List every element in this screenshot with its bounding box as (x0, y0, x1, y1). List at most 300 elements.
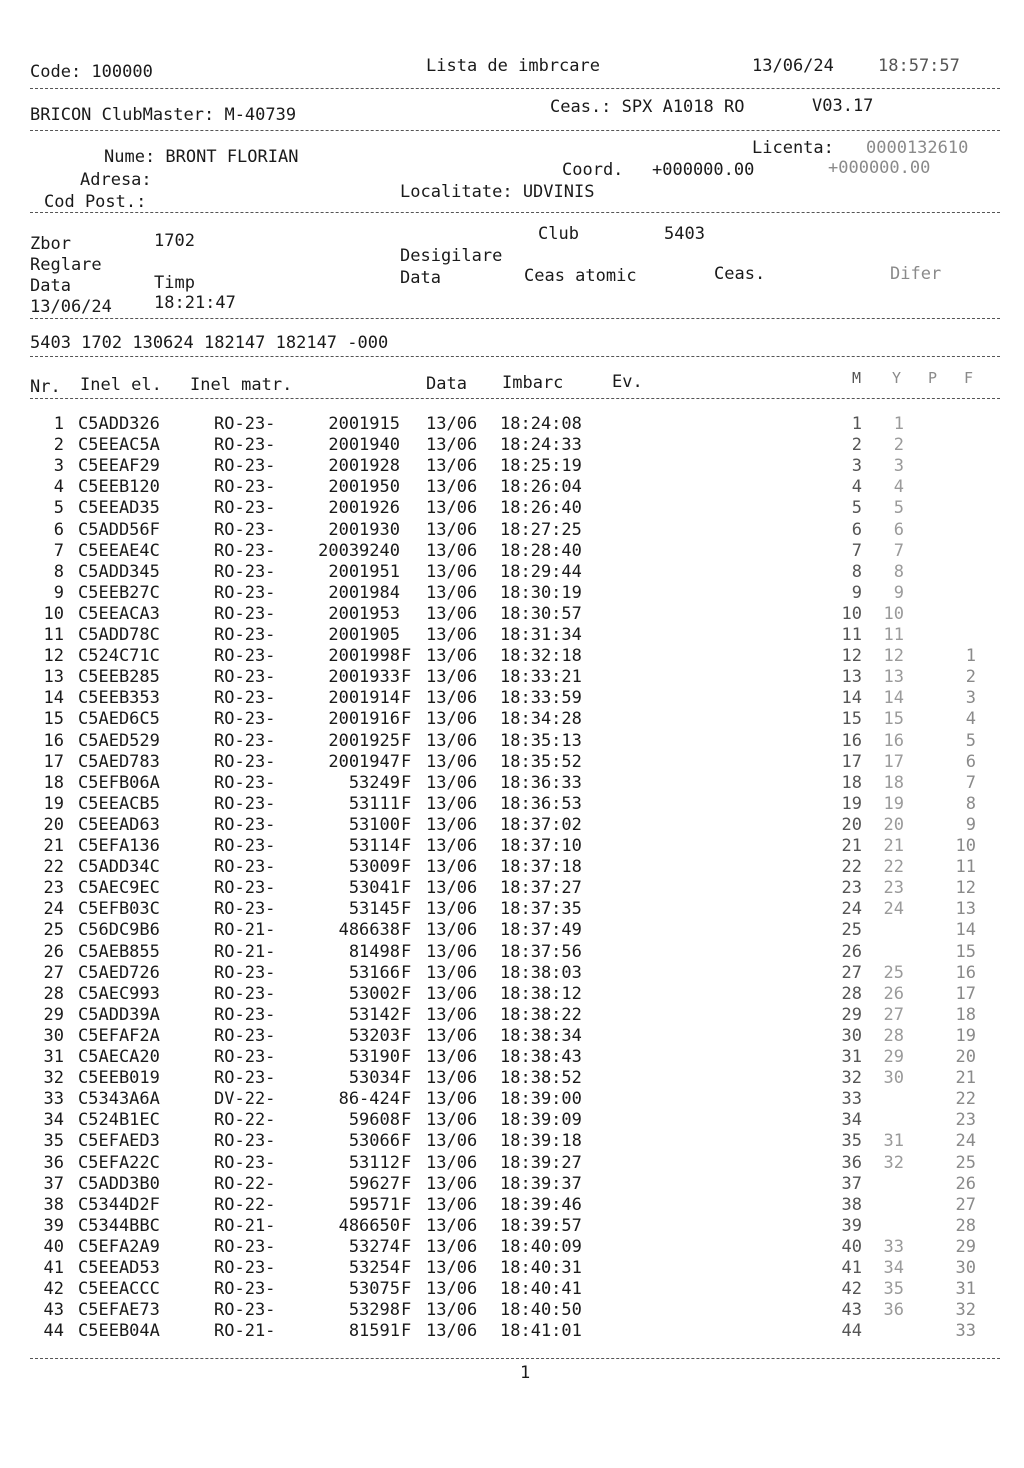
m-rank: 44 (841, 1321, 862, 1342)
m-rank: 42 (841, 1279, 862, 1300)
electronic-ring: C5EEB120 (78, 477, 160, 498)
f-rank: 20 (955, 1047, 976, 1067)
f-rank: 5 (965, 730, 976, 751)
ring-number: 2001947 (328, 751, 400, 772)
y-rank: 3 (893, 456, 904, 477)
arrival-time: 18:24:33 (500, 435, 582, 456)
arrival-date: 13/06 (426, 667, 478, 688)
f-rank: 25 (955, 1152, 976, 1173)
table-row (0, 731, 1024, 752)
flag-marker: F (401, 814, 412, 835)
arrival-date: 13/06 (426, 1004, 478, 1025)
ring-prefix: RO-23- (214, 688, 276, 709)
f-rank: 17 (955, 983, 976, 1004)
arrival-date: 13/06 (426, 751, 478, 772)
y-rank: 8 (893, 561, 904, 582)
row-number: 40 (43, 1236, 64, 1257)
electronic-ring: C5ADD326 (78, 414, 160, 434)
ring-prefix: RO-23- (214, 1279, 276, 1300)
ring-prefix: RO-23- (214, 1300, 276, 1321)
print-time: 18:57:57 (878, 56, 960, 76)
m-rank: 43 (841, 1300, 862, 1321)
electronic-ring: C524C71C (78, 646, 160, 667)
flag-marker: F (401, 941, 412, 962)
arrival-date: 13/06 (426, 1068, 478, 1089)
arrival-date: 13/06 (426, 498, 478, 519)
m-rank: 24 (841, 899, 862, 920)
m-rank: 11 (841, 625, 862, 645)
electronic-ring: C5EEAD63 (78, 814, 160, 835)
col-p: P (928, 369, 938, 387)
table-row (0, 752, 1024, 773)
electronic-ring: C5EFB06A (78, 772, 160, 793)
y-rank: 2 (893, 435, 904, 456)
divider (30, 130, 1000, 131)
flag-marker: F (401, 1321, 412, 1342)
y-rank: 23 (883, 878, 904, 899)
arrival-date: 13/06 (426, 456, 478, 477)
electronic-ring: C5EEACB5 (78, 793, 160, 814)
electronic-ring: C5ADD39A (78, 1004, 160, 1025)
arrival-date: 13/06 (426, 1258, 478, 1278)
ring-prefix: RO-23- (214, 519, 276, 540)
arrival-date: 13/06 (426, 477, 478, 498)
table-row (0, 815, 1024, 836)
row-number: 42 (43, 1279, 64, 1300)
flag-marker: F (401, 793, 412, 814)
ring-number: 59608 (348, 1110, 400, 1131)
electronic-ring: C5AEC9EC (78, 878, 160, 899)
y-rank: 18 (883, 772, 904, 793)
col-date: Data (426, 374, 467, 394)
row-number: 3 (53, 456, 64, 477)
y-rank: 11 (883, 625, 904, 645)
m-rank: 41 (841, 1258, 862, 1278)
flag-marker: F (401, 1300, 412, 1321)
arrival-date: 13/06 (426, 836, 478, 856)
ring-number: 53142 (348, 1004, 400, 1025)
f-rank: 6 (965, 751, 976, 772)
row-number: 39 (43, 1215, 64, 1236)
ring-prefix: RO-22- (214, 1110, 276, 1131)
arrival-date: 13/06 (426, 1152, 478, 1173)
clock-col-label: Ceas. (714, 264, 766, 284)
arrival-date: 13/06 (426, 1300, 478, 1321)
electronic-ring: C5AED726 (78, 962, 160, 983)
table-row (0, 646, 1024, 667)
ring-prefix: RO-21- (214, 941, 276, 962)
arrival-time: 18:37:49 (500, 920, 582, 941)
table-row (0, 1068, 1024, 1089)
col-ring-number: Inel matr. (190, 375, 293, 395)
m-rank: 16 (841, 730, 862, 751)
ring-prefix: RO-23- (214, 582, 276, 603)
m-rank: 6 (851, 519, 862, 540)
version-label: V03.17 (812, 96, 874, 116)
ring-prefix: RO-23- (214, 667, 276, 688)
electronic-ring: C5ADD34C (78, 857, 160, 878)
m-rank: 13 (841, 667, 862, 688)
y-rank: 7 (893, 540, 904, 561)
y-rank: 31 (883, 1131, 904, 1152)
flag-marker: F (401, 1004, 412, 1025)
arrival-date: 13/06 (426, 730, 478, 751)
ring-prefix: RO-23- (214, 962, 276, 983)
ring-number: 53166 (348, 962, 400, 983)
table-row (0, 1237, 1024, 1258)
y-rank: 13 (883, 667, 904, 688)
flag-marker: F (401, 1110, 412, 1131)
ring-number: 53034 (348, 1068, 400, 1089)
y-rank: 9 (893, 582, 904, 603)
f-rank: 13 (955, 899, 976, 920)
setting-date: 13/06/24 (30, 297, 112, 317)
row-number: 19 (43, 793, 64, 814)
arrival-date: 13/06 (426, 1047, 478, 1067)
ring-prefix: RO-23- (214, 814, 276, 835)
row-number: 31 (43, 1047, 64, 1067)
flag-marker: F (401, 1173, 412, 1194)
table-row (0, 1195, 1024, 1216)
divider (30, 88, 1000, 89)
table-row (0, 1174, 1024, 1195)
row-number: 27 (43, 962, 64, 983)
electronic-ring: C5EEB019 (78, 1068, 160, 1089)
arrival-time: 18:39:00 (500, 1089, 582, 1110)
coord-label: Coord. (562, 160, 624, 180)
document-title: Lista de imbrcare (426, 56, 600, 76)
clock-code-line: 5403 1702 130624 182147 182147 -000 (30, 333, 389, 353)
ring-number: 2001953 (328, 603, 400, 624)
row-number: 43 (43, 1300, 64, 1321)
ring-prefix: RO-23- (214, 836, 276, 856)
ring-prefix: RO-23- (214, 1025, 276, 1046)
row-number: 21 (43, 836, 64, 856)
f-rank: 10 (955, 836, 976, 856)
arrival-time: 18:26:40 (500, 498, 582, 519)
flag-marker: F (401, 1194, 412, 1215)
ring-number: 53114 (348, 836, 400, 856)
m-rank: 14 (841, 688, 862, 709)
table-row (0, 562, 1024, 583)
f-rank: 30 (955, 1258, 976, 1278)
ring-number: 2001951 (328, 561, 400, 582)
ring-number: 53111 (348, 793, 400, 814)
arrival-date: 13/06 (426, 582, 478, 603)
page-number: 1 (520, 1363, 531, 1383)
arrival-date: 13/06 (426, 941, 478, 962)
row-number: 44 (43, 1321, 64, 1342)
arrival-time: 18:39:27 (500, 1152, 582, 1173)
arrival-time: 18:38:12 (500, 983, 582, 1004)
electronic-ring: C5AECA20 (78, 1047, 160, 1067)
flag-marker: F (401, 1089, 412, 1110)
arrival-time: 18:24:08 (500, 414, 582, 434)
col-ring-electronic: Inel el. (80, 375, 162, 395)
electronic-ring: C5EEACCC (78, 1279, 160, 1300)
row-number: 17 (43, 751, 64, 772)
ring-number: 2001914 (328, 688, 400, 709)
y-rank: 16 (883, 730, 904, 751)
m-rank: 26 (841, 941, 862, 962)
arrival-time: 18:33:59 (500, 688, 582, 709)
row-number: 14 (43, 688, 64, 709)
ring-number: 53075 (348, 1279, 400, 1300)
flight-value: 1702 (154, 231, 195, 251)
m-rank: 39 (841, 1215, 862, 1236)
m-rank: 29 (841, 1004, 862, 1025)
arrival-time: 18:38:22 (500, 1004, 582, 1025)
ring-number: 81591 (348, 1321, 400, 1342)
ring-number: 53254 (348, 1258, 400, 1278)
flag-marker: F (401, 920, 412, 941)
table-row (0, 604, 1024, 625)
table-row (0, 984, 1024, 1005)
y-rank: 1 (893, 414, 904, 434)
f-rank: 12 (955, 878, 976, 899)
row-number: 18 (43, 772, 64, 793)
arrival-time: 18:25:19 (500, 456, 582, 477)
row-number: 13 (43, 667, 64, 688)
ring-prefix: RO-23- (214, 603, 276, 624)
ring-number: 53249 (348, 772, 400, 793)
table-row (0, 963, 1024, 984)
flag-marker: F (401, 1152, 412, 1173)
ring-prefix: RO-23- (214, 857, 276, 878)
m-rank: 3 (851, 456, 862, 477)
time-label: Timp (154, 273, 195, 293)
m-rank: 18 (841, 772, 862, 793)
ring-number: 2001925 (328, 730, 400, 751)
flag-marker: F (401, 1236, 412, 1257)
row-number: 37 (43, 1173, 64, 1194)
table-row (0, 477, 1024, 498)
ring-prefix: RO-22- (214, 1173, 276, 1194)
arrival-date: 13/06 (426, 857, 478, 878)
arrival-date: 13/06 (426, 519, 478, 540)
ring-prefix: RO-23- (214, 414, 276, 434)
ring-number: 53190 (348, 1047, 400, 1067)
m-rank: 35 (841, 1131, 862, 1152)
arrival-time: 18:27:25 (500, 519, 582, 540)
arrival-time: 18:36:53 (500, 793, 582, 814)
table-row (0, 498, 1024, 519)
date-label: Data (30, 276, 71, 296)
row-number: 8 (53, 561, 64, 582)
ring-prefix: RO-21- (214, 920, 276, 941)
club-value: 5403 (664, 224, 705, 244)
arrival-time: 18:33:21 (500, 667, 582, 688)
flag-marker: F (401, 1279, 412, 1300)
arrival-time: 18:39:18 (500, 1131, 582, 1152)
ring-number: 53112 (348, 1152, 400, 1173)
ring-number: 53002 (348, 983, 400, 1004)
flag-marker: F (401, 688, 412, 709)
ring-prefix: RO-22- (214, 1194, 276, 1215)
arrival-date: 13/06 (426, 625, 478, 645)
f-rank: 1 (965, 646, 976, 667)
ring-prefix: RO-23- (214, 1152, 276, 1173)
electronic-ring: C524B1EC (78, 1110, 160, 1131)
arrival-time: 18:40:31 (500, 1258, 582, 1278)
electronic-ring: C5EEAC5A (78, 435, 160, 456)
col-event: Ev. (612, 372, 643, 392)
flag-marker: F (401, 709, 412, 730)
col-f: F (964, 369, 974, 387)
arrival-date: 13/06 (426, 793, 478, 814)
table-row (0, 435, 1024, 456)
m-rank: 8 (851, 561, 862, 582)
arrival-time: 18:40:41 (500, 1279, 582, 1300)
ring-prefix: RO-23- (214, 477, 276, 498)
table-row (0, 1321, 1024, 1342)
ring-prefix: RO-23- (214, 435, 276, 456)
row-number: 11 (43, 625, 64, 645)
ring-number: 2001950 (328, 477, 400, 498)
m-rank: 22 (841, 857, 862, 878)
arrival-date: 13/06 (426, 1025, 478, 1046)
arrival-date: 13/06 (426, 1215, 478, 1236)
divider (30, 398, 1000, 399)
electronic-ring: C5EFA22C (78, 1152, 160, 1173)
f-rank: 23 (955, 1110, 976, 1131)
flag-marker: F (401, 878, 412, 899)
f-rank: 4 (965, 709, 976, 730)
row-number: 28 (43, 983, 64, 1004)
table-row (0, 773, 1024, 794)
arrival-time: 18:29:44 (500, 561, 582, 582)
m-rank: 33 (841, 1089, 862, 1110)
electronic-ring: C56DC9B6 (78, 920, 160, 941)
arrival-date: 13/06 (426, 1131, 478, 1152)
m-rank: 28 (841, 983, 862, 1004)
arrival-date: 13/06 (426, 435, 478, 456)
ring-number: 59571 (348, 1194, 400, 1215)
table-row (0, 1047, 1024, 1068)
electronic-ring: C5AEB855 (78, 941, 160, 962)
table-row (0, 794, 1024, 815)
coord-y: +000000.00 (828, 158, 931, 178)
coord-x: +000000.00 (652, 160, 755, 180)
electronic-ring: C5EEB353 (78, 688, 160, 709)
table-row (0, 1005, 1024, 1026)
electronic-ring: C5EEACA3 (78, 603, 160, 624)
m-rank: 34 (841, 1110, 862, 1131)
flag-marker: F (401, 1068, 412, 1089)
m-rank: 7 (851, 540, 862, 561)
arrival-date: 13/06 (426, 1321, 478, 1342)
f-rank: 28 (955, 1215, 976, 1236)
unsealing-label: Desigilare (400, 246, 503, 266)
y-rank: 20 (883, 814, 904, 835)
electronic-ring: C5AED529 (78, 730, 160, 751)
arrival-time: 18:30:19 (500, 582, 582, 603)
table-row (0, 709, 1024, 730)
row-number: 41 (43, 1258, 64, 1278)
arrival-time: 18:37:10 (500, 836, 582, 856)
f-rank: 16 (955, 962, 976, 983)
f-rank: 27 (955, 1194, 976, 1215)
row-number: 10 (43, 603, 64, 624)
arrival-date: 13/06 (426, 709, 478, 730)
ring-number: 20039240 (318, 540, 400, 561)
arrival-time: 18:35:13 (500, 730, 582, 751)
y-rank: 21 (883, 836, 904, 856)
flag-marker: F (401, 836, 412, 856)
arrival-date: 13/06 (426, 1089, 478, 1110)
flag-marker: F (401, 1258, 412, 1278)
m-rank: 27 (841, 962, 862, 983)
table-row (0, 857, 1024, 878)
f-rank: 15 (955, 941, 976, 962)
f-rank: 18 (955, 1004, 976, 1025)
address-label: Adresa: (80, 170, 152, 190)
arrival-time: 18:31:34 (500, 625, 582, 645)
ring-prefix: RO-23- (214, 1068, 276, 1089)
table-row (0, 1300, 1024, 1321)
code-label: Code: 100000 (30, 62, 153, 82)
y-rank: 36 (883, 1300, 904, 1321)
licenta-label: Licenta: (752, 138, 834, 158)
ring-prefix: RO-23- (214, 1004, 276, 1025)
m-rank: 23 (841, 878, 862, 899)
ring-prefix: RO-23- (214, 561, 276, 582)
arrival-time: 18:38:34 (500, 1025, 582, 1046)
ring-number: 53009 (348, 857, 400, 878)
ring-number: 2001933 (328, 667, 400, 688)
f-rank: 33 (955, 1321, 976, 1342)
y-rank: 24 (883, 899, 904, 920)
table-row (0, 1216, 1024, 1237)
table-row (0, 899, 1024, 920)
ring-prefix: RO-23- (214, 709, 276, 730)
electronic-ring: C5AEC993 (78, 983, 160, 1004)
table-row (0, 1258, 1024, 1279)
electronic-ring: C5ADD56F (78, 519, 160, 540)
owner-name: Nume: BRONT FLORIAN (104, 147, 299, 167)
y-rank: 5 (893, 498, 904, 519)
row-number: 2 (53, 435, 64, 456)
ring-number: 2001928 (328, 456, 400, 477)
m-rank: 4 (851, 477, 862, 498)
flag-marker: F (401, 1131, 412, 1152)
row-number: 7 (53, 540, 64, 561)
y-rank: 17 (883, 751, 904, 772)
electronic-ring: C5EFAF2A (78, 1025, 160, 1046)
ring-prefix: RO-23- (214, 646, 276, 667)
electronic-ring: C5AED783 (78, 751, 160, 772)
arrival-date: 13/06 (426, 1173, 478, 1194)
divider (30, 212, 1000, 213)
col-m: M (852, 369, 862, 387)
f-rank: 22 (955, 1089, 976, 1110)
col-arrival: Imbarc (502, 373, 564, 393)
electronic-ring: C5344BBC (78, 1215, 160, 1236)
ring-number: 59627 (348, 1173, 400, 1194)
table-row (0, 625, 1024, 646)
arrival-date: 13/06 (426, 688, 478, 709)
flight-label: Zbor (30, 234, 71, 254)
table-row (0, 1110, 1024, 1131)
divider (30, 1358, 1000, 1359)
electronic-ring: C5EFA136 (78, 836, 160, 856)
m-rank: 15 (841, 709, 862, 730)
ring-prefix: RO-23- (214, 751, 276, 772)
row-number: 16 (43, 730, 64, 751)
ring-prefix: RO-23- (214, 1047, 276, 1067)
f-rank: 24 (955, 1131, 976, 1152)
flag-marker: F (401, 1215, 412, 1236)
